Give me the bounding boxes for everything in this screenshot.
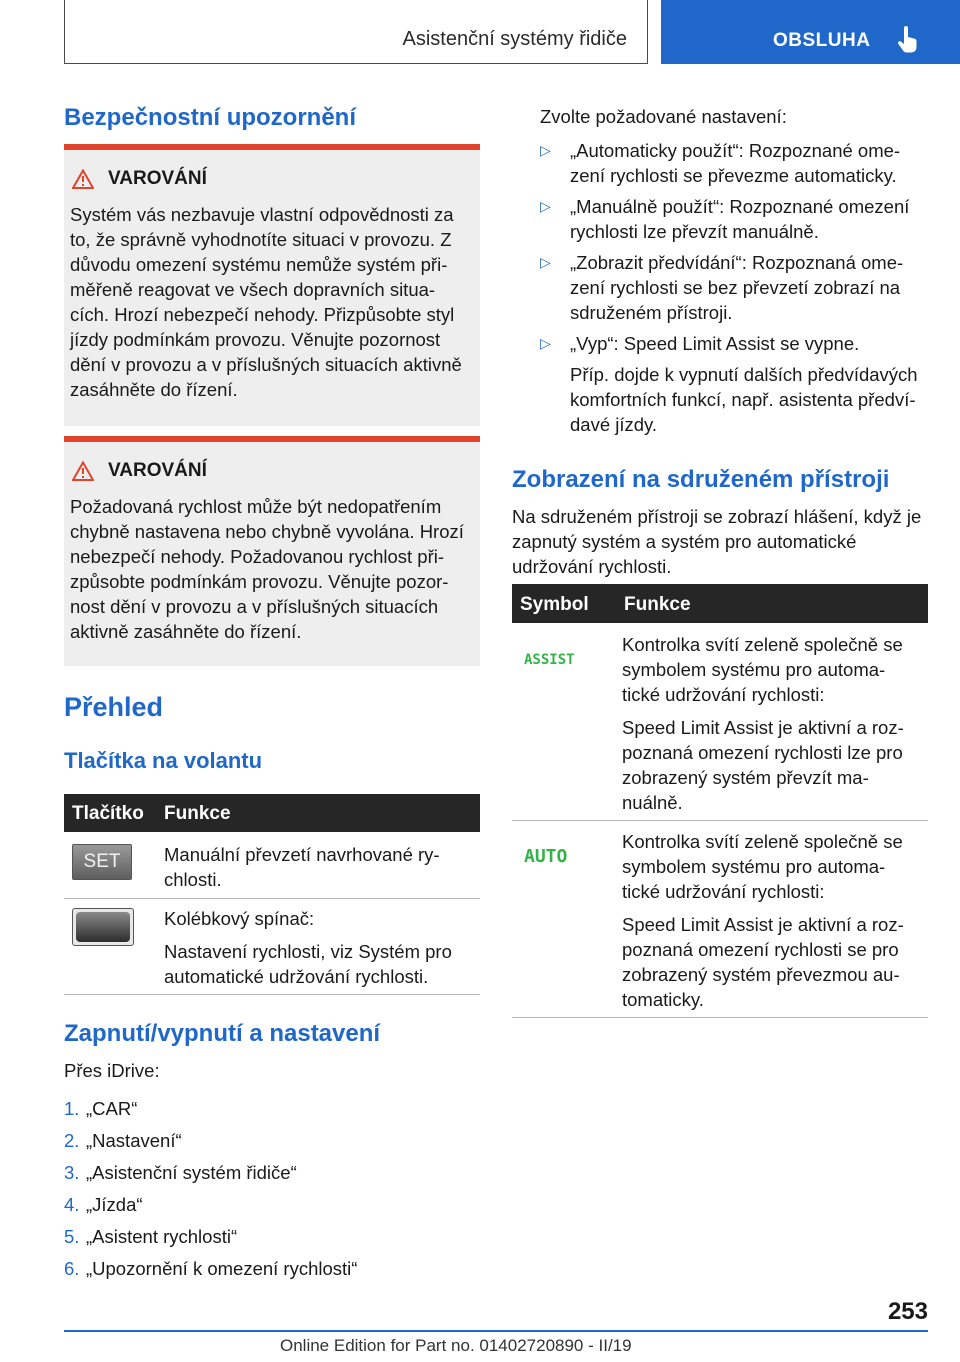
warning2-line: chybně nastavena nebo chybně vyvolána. Hrozí bbox=[70, 521, 464, 542]
cell-line: Speed Limit Assist je aktivní a roz- bbox=[622, 717, 904, 738]
triangle-bullet-icon: ▷ bbox=[540, 198, 551, 214]
auto-symbol-icon: AUTO bbox=[524, 846, 568, 867]
step-number: 5. bbox=[64, 1226, 80, 1247]
footer-divider bbox=[64, 1330, 928, 1332]
cell-line: Nastavení rychlosti, viz Systém pro bbox=[164, 941, 452, 962]
col-header-function: Funkce bbox=[164, 803, 231, 824]
col-header-button: Tlačítko bbox=[72, 803, 144, 824]
step-number: 4. bbox=[64, 1194, 80, 1215]
warning2-line: nebezpečí nehody. Požadovanou rychlost při- bbox=[70, 546, 445, 567]
row-separator bbox=[64, 898, 480, 899]
cell-line: zobrazený systém převezmou au- bbox=[622, 964, 900, 985]
warning1-line: Systém vás nezbavuje vlastní odpovědnosti za bbox=[70, 204, 454, 225]
list-item bbox=[540, 138, 930, 188]
button-table-header bbox=[64, 794, 480, 832]
chapter-title: Asistenční systémy řidiče bbox=[402, 28, 627, 50]
cell-line: Kontrolka svítí zeleně společně se bbox=[622, 831, 903, 852]
symbol-row-2-text bbox=[622, 829, 904, 1012]
warning-header-1 bbox=[72, 168, 207, 190]
list-item bbox=[64, 1256, 357, 1288]
heading-safety: Bezpečnostní upozornění bbox=[64, 104, 357, 131]
option-line: „Vyp“: Speed Limit Assist se vypne. bbox=[570, 333, 860, 354]
row-separator bbox=[512, 1017, 928, 1018]
cell-line: poznaná omezení rychlosti se pro bbox=[622, 939, 899, 960]
step-number: 2. bbox=[64, 1130, 80, 1151]
warning1-line: cích. Hrozí nebezpečí nehody. Přizpůsobte styl bbox=[70, 304, 455, 325]
warning1-line: jízdy podmínkám provozu. Věnujte pozornost bbox=[70, 329, 441, 350]
row-separator bbox=[64, 994, 480, 995]
col-header-function: Funkce bbox=[624, 594, 691, 615]
warning-box-2 bbox=[64, 436, 480, 666]
steps-list bbox=[64, 1096, 357, 1288]
list-item bbox=[64, 1192, 357, 1224]
cell-line: zobrazený systém převzít ma- bbox=[622, 767, 869, 788]
cell-line: tomaticky. bbox=[622, 989, 704, 1010]
option-line: „Manuálně použít“: Rozpoznané omezení bbox=[570, 196, 910, 217]
heading-cluster-display: Zobrazení na sdruženém přístroji bbox=[512, 466, 890, 493]
list-item bbox=[64, 1096, 357, 1128]
step-text: „Nastavení“ bbox=[86, 1130, 182, 1151]
step-text: „Asistenční systém řidiče“ bbox=[86, 1162, 297, 1183]
triangle-bullet-icon: ▷ bbox=[540, 335, 551, 351]
text-line: zapnutý systém a systém pro automatické bbox=[512, 531, 857, 552]
row-separator bbox=[512, 820, 928, 821]
option-line: sdruženém přístroji. bbox=[570, 302, 733, 323]
list-item bbox=[64, 1128, 357, 1160]
cell-line: nuálně. bbox=[622, 792, 683, 813]
warning-box-1 bbox=[64, 144, 480, 426]
button-row-2-text bbox=[164, 906, 452, 989]
header-box bbox=[64, 0, 648, 64]
list-item bbox=[540, 194, 930, 244]
option-line: komfortních funkcí, např. asistenta předví- bbox=[570, 389, 916, 410]
warning-text-2 bbox=[70, 494, 470, 644]
step-text: „Jízda“ bbox=[86, 1194, 143, 1215]
cell-line: chlosti. bbox=[164, 869, 222, 890]
text-line: Na sdruženém přístroji se zobrazí hlášení, když je bbox=[512, 506, 922, 527]
option-line: zení rychlosti se převezme automaticky. bbox=[570, 165, 897, 186]
choose-setting: Zvolte požadované nastavení: bbox=[540, 106, 787, 127]
step-text: „Upozornění k omezení rychlosti“ bbox=[86, 1258, 358, 1279]
option-line: Příp. dojde k vypnutí dalších předvídavých bbox=[570, 364, 918, 385]
cell-line: symbolem systému pro automa- bbox=[622, 659, 886, 680]
option-line: davé jízdy. bbox=[570, 414, 658, 435]
warning2-line: Požadovaná rychlost může být nedopatřením bbox=[70, 496, 442, 517]
warning-text-1 bbox=[70, 202, 470, 402]
set-button-icon bbox=[72, 844, 132, 880]
triangle-bullet-icon: ▷ bbox=[540, 254, 551, 270]
cell-line: Kolébkový spínač: bbox=[164, 908, 315, 929]
list-item bbox=[540, 331, 930, 437]
warning2-line: aktivně zasáhněte do řízení. bbox=[70, 621, 302, 642]
button-row-1-text bbox=[164, 842, 440, 892]
edition-text: Online Edition for Part no. 01402720890 - II/19 bbox=[280, 1336, 632, 1355]
warning-title-1: VAROVÁNÍ bbox=[108, 168, 207, 189]
symbol-table-header bbox=[512, 584, 928, 623]
option-line: rychlosti lze převzít manuálně. bbox=[570, 221, 819, 242]
heading-overview: Přehled bbox=[64, 692, 164, 722]
rocker-switch-icon bbox=[72, 908, 134, 946]
cell-line: Kontrolka svítí zeleně společně se bbox=[622, 634, 903, 655]
cell-line: symbolem systému pro automa- bbox=[622, 856, 886, 877]
triangle-bullet-icon: ▷ bbox=[540, 142, 551, 158]
section-tab-obsluha[interactable] bbox=[661, 0, 960, 64]
heading-on-off-settings: Zapnutí/vypnutí a nastavení bbox=[64, 1020, 381, 1047]
list-item bbox=[64, 1160, 357, 1192]
step-number: 6. bbox=[64, 1258, 80, 1279]
warning-triangle-icon bbox=[72, 461, 94, 481]
step-text: „Asistent rychlosti“ bbox=[86, 1226, 238, 1247]
page-number: 253 bbox=[887, 1298, 928, 1325]
step-number: 1. bbox=[64, 1098, 80, 1119]
cell-line: Manuální převzetí navrhované ry- bbox=[164, 844, 440, 865]
pointing-hand-icon bbox=[897, 26, 919, 54]
option-line: zení rychlosti se bez převzetí zobrazí na bbox=[570, 277, 901, 298]
step-text: „CAR“ bbox=[86, 1098, 138, 1119]
list-item bbox=[540, 250, 930, 325]
warning1-line: měřeně reagovat ve všech dopravních situa- bbox=[70, 279, 436, 300]
symbol-row-1-text bbox=[622, 632, 904, 815]
warning1-line: to, že správně vyhodnotíte situaci v provozu. Z bbox=[70, 229, 452, 250]
warning1-line: zasáhněte do řízení. bbox=[70, 379, 238, 400]
cluster-display-text bbox=[512, 504, 921, 579]
assist-symbol-icon: ASSIST bbox=[524, 652, 575, 668]
col-header-symbol: Symbol bbox=[520, 594, 589, 615]
cell-line: automatické udržování rychlosti. bbox=[164, 966, 429, 987]
section-label: OBSLUHA bbox=[773, 30, 871, 51]
cell-line: Speed Limit Assist je aktivní a roz- bbox=[622, 914, 904, 935]
warning-triangle-icon bbox=[72, 169, 94, 189]
warning2-line: nost dění v provozu a v příslušných situacích bbox=[70, 596, 439, 617]
step-number: 3. bbox=[64, 1162, 80, 1183]
text-line: udržování rychlosti. bbox=[512, 556, 672, 577]
idrive-intro: Přes iDrive: bbox=[64, 1060, 160, 1081]
set-button-label: SET bbox=[83, 851, 121, 872]
options-list bbox=[540, 138, 930, 437]
subheading-steering-buttons: Tlačítka na volantu bbox=[64, 748, 263, 773]
cell-line: tické udržování rychlosti: bbox=[622, 684, 825, 705]
warning1-line: důvodu omezení systému nemůže systém při- bbox=[70, 254, 448, 275]
cell-line: tické udržování rychlosti: bbox=[622, 881, 825, 902]
list-item bbox=[64, 1224, 357, 1256]
warning2-line: způsobte podmínkám provozu. Věnujte pozor- bbox=[70, 571, 449, 592]
warning1-line: dění v provozu a v příslušných situacích aktivně bbox=[70, 354, 462, 375]
warning-header-2 bbox=[72, 460, 207, 482]
warning-title-2: VAROVÁNÍ bbox=[108, 460, 207, 481]
option-line: „Zobrazit předvídání“: Rozpoznaná ome- bbox=[570, 252, 904, 273]
option-line: „Automaticky použít“: Rozpoznané ome- bbox=[570, 140, 901, 161]
cell-line: poznaná omezení rychlosti lze pro bbox=[622, 742, 903, 763]
